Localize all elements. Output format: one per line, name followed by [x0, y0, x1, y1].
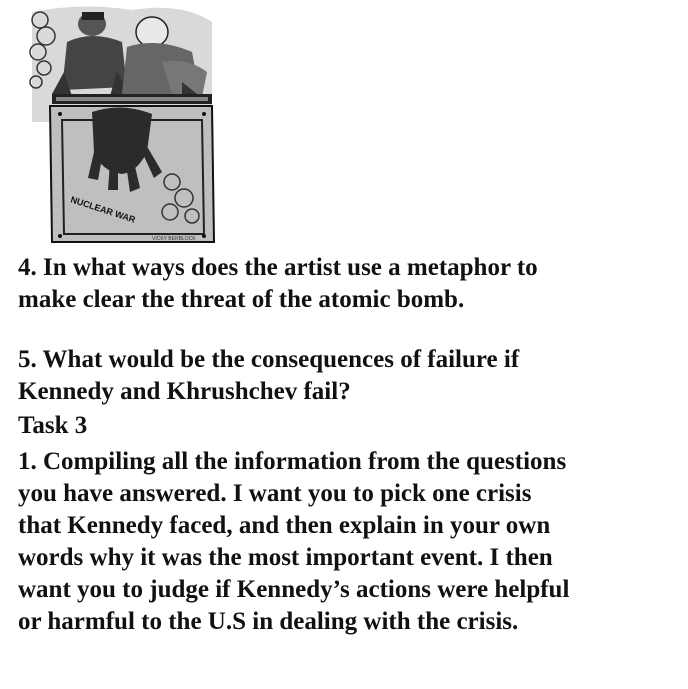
question-4-line-2: make clear the threat of the atomic bomb.	[18, 286, 465, 313]
task-3-line-3: that Kennedy faced, and then explain in your own	[18, 512, 551, 539]
task-3-line-6: or harmful to the U.S in dealing with the crisis.	[18, 608, 519, 635]
cartoon-signature: VICKY BERBLOCK	[152, 236, 196, 242]
task-3-heading	[18, 410, 678, 442]
question-5-line-1: 5. What would be the consequences of failure if	[18, 346, 520, 373]
task-3-line-2: you have answered. I want you to pick one crisis	[18, 480, 532, 507]
task-3-instructions	[18, 446, 678, 638]
question-4-line-1: 4. In what ways does the artist use a metaphor to	[18, 254, 538, 281]
task-3-line-1: 1. Compiling all the information from the questions	[18, 448, 567, 475]
question-4	[18, 252, 678, 316]
political-cartoon-image	[22, 2, 218, 244]
question-5-line-2: Kennedy and Khrushchev fail?	[18, 378, 351, 405]
task-3-line-5: want you to judge if Kennedy’s actions were helpful	[18, 576, 570, 603]
task-3-title: Task 3	[18, 412, 88, 439]
question-5	[18, 344, 678, 408]
cartoon-label: NUCLEAR WAR	[69, 194, 137, 225]
task-3-line-4: words why it was the most important event. I then	[18, 544, 553, 571]
